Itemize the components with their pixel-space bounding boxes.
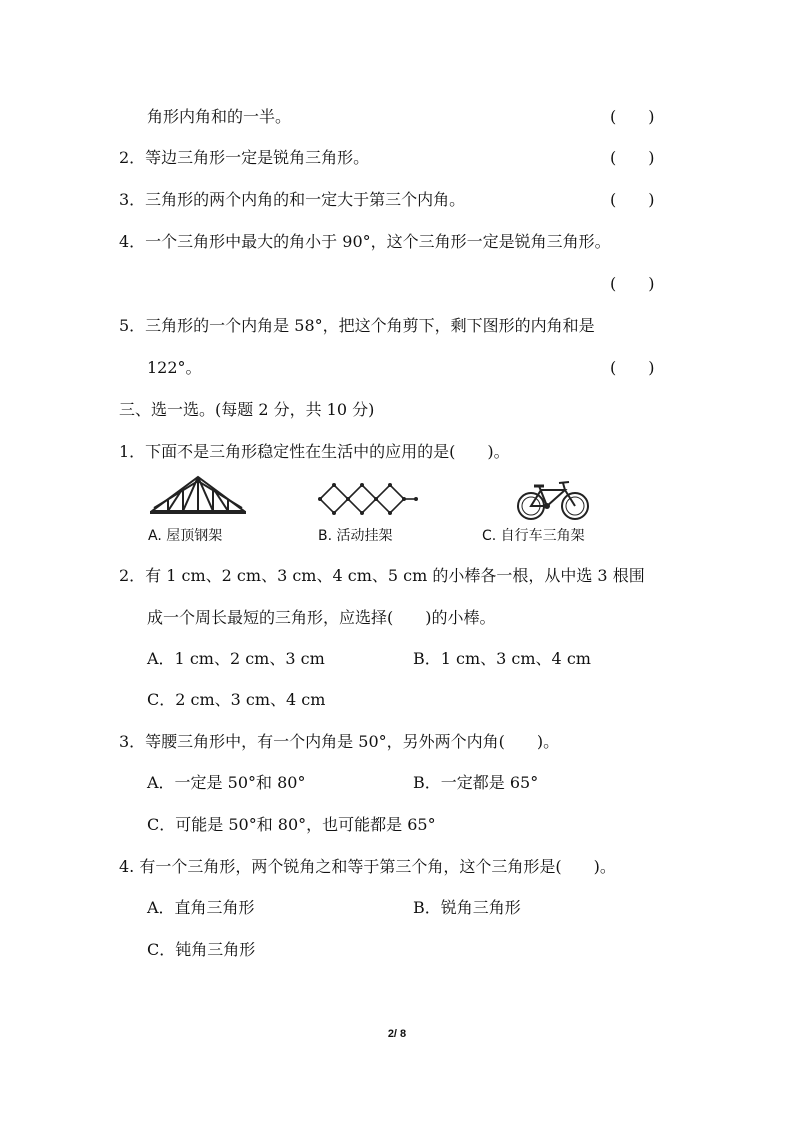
judge-item-3: 3．三角形的两个内角的和一定大于第三个内角。 [119,190,466,209]
q3-option-b[interactable]: B．一定都是 65° [413,773,539,792]
question-2-cont: 成一个周长最短的三角形，应选择( )的小棒。 [147,608,496,627]
q2-option-b[interactable]: B．1 cm、3 cm、4 cm [413,649,591,668]
question-1: 1．下面不是三角形稳定性在生活中的应用的是( )。 [119,442,510,461]
caption-b: B. 活动挂架 [318,528,393,544]
judge-item-4: 4．一个三角形中最大的角小于 90°，这个三角形一定是锐角三角形。 [119,232,611,251]
question-3: 3．等腰三角形中，有一个内角是 50°，另外两个内角( )。 [119,732,560,751]
answer-paren-1[interactable]: ( ) [610,107,655,126]
q3-option-c[interactable]: C．可能是 50°和 80°，也可能都是 65° [147,815,436,834]
q2-option-a[interactable]: A．1 cm、2 cm、3 cm [147,649,325,668]
judge-item-1-cont: 角形内角和的一半。 [147,107,292,126]
answer-paren-3[interactable]: ( ) [610,190,655,209]
q4-option-a[interactable]: A．直角三角形 [147,898,255,917]
section-title: 三、选一选。(每题 2 分，共 10 分) [119,400,375,419]
judge-item-2: 2．等边三角形一定是锐角三角形。 [119,148,370,167]
question-4: 4. 有一个三角形，两个锐角之和等于第三个角，这个三角形是( )。 [119,857,616,876]
question-2: 2．有 1 cm、2 cm、3 cm、4 cm、5 cm 的小棒各一根，从中选 3 根围 [119,566,645,585]
answer-paren-5[interactable]: ( ) [610,358,655,377]
q4-option-c[interactable]: C．钝角三角形 [147,940,256,959]
judge-item-5: 5．三角形的一个内角是 58°，把这个角剪下，剩下图形的内角和是 [119,316,595,335]
q4-option-b[interactable]: B．锐角三角形 [413,898,521,917]
q2-option-c[interactable]: C．2 cm、3 cm、4 cm [147,690,326,709]
page-number: 2/ 8 [387,1028,407,1040]
answer-paren-4[interactable]: ( ) [610,274,655,293]
judge-item-5-cont: 122°。 [147,358,202,377]
caption-c: C. 自行车三角架 [482,528,585,544]
q3-option-a[interactable]: A．一定是 50°和 80° [147,773,306,792]
answer-paren-2[interactable]: ( ) [610,148,655,167]
caption-a: A. 屋顶钢架 [148,528,223,544]
bicycle-image [515,478,591,522]
roof-truss-image [150,473,246,515]
movable-rack-image [316,482,420,516]
